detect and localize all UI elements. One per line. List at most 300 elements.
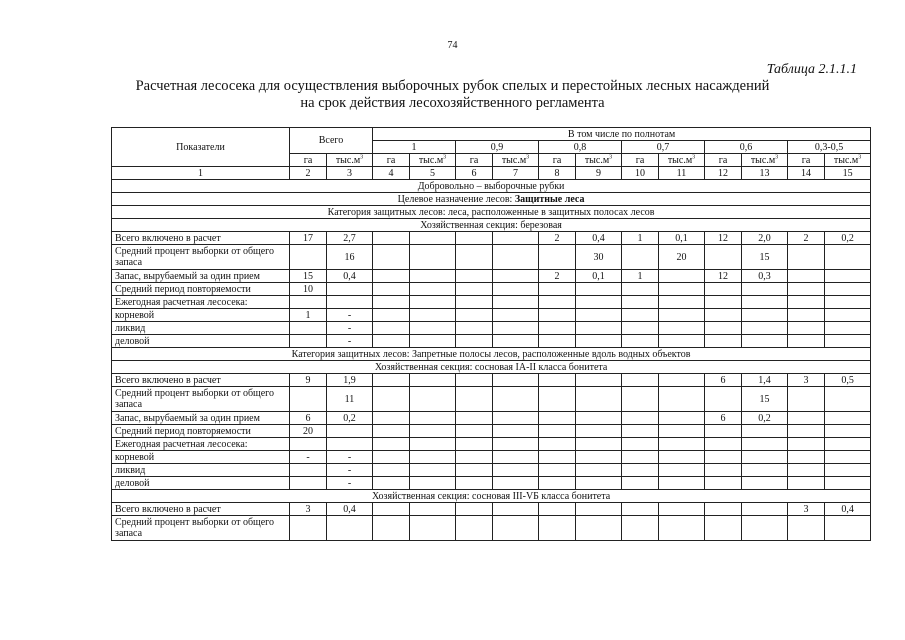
row-label: Всего включено в расчет	[112, 503, 290, 516]
table-cell	[290, 464, 327, 477]
table-cell	[373, 477, 410, 490]
table-cell	[290, 296, 327, 309]
page-title	[0, 78, 905, 112]
table-cell	[456, 335, 493, 348]
table-cell	[539, 387, 576, 412]
column-number: 5	[410, 167, 456, 180]
table-cell: -	[327, 309, 373, 322]
unit-cube: 3	[775, 154, 779, 161]
table-cell	[622, 516, 659, 541]
table-cell	[373, 374, 410, 387]
table-cell	[493, 425, 539, 438]
table-cell	[539, 438, 576, 451]
table-cell	[373, 270, 410, 283]
table-cell	[539, 425, 576, 438]
table-cell	[659, 464, 705, 477]
table-cell	[576, 425, 622, 438]
table-cell	[493, 335, 539, 348]
unit-ha: га	[290, 154, 327, 167]
table-cell	[622, 425, 659, 438]
table-cell: 3	[788, 503, 825, 516]
table-cell	[788, 309, 825, 322]
table-cell	[456, 425, 493, 438]
table-cell	[825, 283, 871, 296]
table-cell	[456, 503, 493, 516]
table-cell: 12	[705, 232, 742, 245]
table-cell	[825, 245, 871, 270]
table-cell	[539, 374, 576, 387]
table-cell	[825, 412, 871, 425]
table-cell: 15	[290, 270, 327, 283]
table-cell	[456, 232, 493, 245]
table-cell	[576, 387, 622, 412]
table-cell	[705, 245, 742, 270]
row-label: Средний период повторяемости	[112, 283, 290, 296]
table-cell	[456, 270, 493, 283]
table-cell	[825, 270, 871, 283]
table-cell	[456, 245, 493, 270]
table-cell	[659, 516, 705, 541]
column-number: 1	[112, 167, 290, 180]
table-row	[112, 438, 871, 451]
table-cell	[742, 335, 788, 348]
table-cell	[659, 438, 705, 451]
table-cell	[659, 283, 705, 296]
table-cell	[493, 283, 539, 296]
table-cell	[373, 464, 410, 477]
column-number: 14	[788, 167, 825, 180]
table-cell: 6	[705, 412, 742, 425]
table-cell	[456, 412, 493, 425]
table-cell	[373, 503, 410, 516]
table-cell	[410, 503, 456, 516]
table-cell	[327, 283, 373, 296]
table-cell: 11	[327, 387, 373, 412]
table-cell	[456, 516, 493, 541]
table-cell	[659, 451, 705, 464]
table-cell	[456, 451, 493, 464]
table-cell	[788, 516, 825, 541]
table-cell	[622, 451, 659, 464]
table-row	[112, 412, 871, 425]
table-cell: 15	[742, 387, 788, 412]
table-cell	[373, 283, 410, 296]
table-cell	[659, 322, 705, 335]
table-cell	[788, 412, 825, 425]
table-row	[112, 477, 871, 490]
table-cell: 0,2	[825, 232, 871, 245]
table-cell	[539, 412, 576, 425]
unit-ha: га	[456, 154, 493, 167]
table-cell	[327, 438, 373, 451]
unit-thous-text: тыс.м	[750, 154, 776, 166]
table-cell	[705, 425, 742, 438]
section-forest-purpose	[112, 193, 871, 206]
table-row	[112, 374, 871, 387]
table-cell: 0,5	[825, 374, 871, 387]
table-cell: 0,4	[825, 503, 871, 516]
table-cell	[290, 245, 327, 270]
column-number: 6	[456, 167, 493, 180]
table-cell: 16	[327, 245, 373, 270]
table-cell	[705, 438, 742, 451]
table-cell	[622, 412, 659, 425]
section-forest-purpose-prefix: Целевое назначение лесов:	[397, 193, 515, 205]
unit-cube: 3	[526, 154, 530, 161]
table-cell: 0,4	[576, 232, 622, 245]
table-cell: -	[327, 335, 373, 348]
unit-thous-m3	[659, 154, 705, 167]
table-cell	[705, 387, 742, 412]
unit-ha: га	[622, 154, 659, 167]
table-cell	[825, 309, 871, 322]
section-birch: Хозяйственная секция: березовая	[112, 219, 871, 232]
table-cell	[493, 464, 539, 477]
table-cell	[742, 451, 788, 464]
table-cell	[576, 296, 622, 309]
table-cell	[373, 335, 410, 348]
table-cell	[788, 335, 825, 348]
table-cell	[825, 438, 871, 451]
table-cell: 2	[539, 232, 576, 245]
table-cell	[742, 296, 788, 309]
row-label: корневой	[112, 451, 290, 464]
table-cell: 6	[705, 374, 742, 387]
unit-thous-text: тыс.м	[833, 154, 859, 166]
table-cell	[493, 412, 539, 425]
table-cell	[705, 335, 742, 348]
table-cell	[410, 412, 456, 425]
table-cell	[742, 477, 788, 490]
table-cell	[576, 477, 622, 490]
row-label: Запас, вырубаемый за один прием	[112, 412, 290, 425]
table-cell	[373, 296, 410, 309]
row-label: Средний процент выборки от общего запаса	[112, 245, 290, 270]
table-cell	[788, 464, 825, 477]
table-cell	[493, 322, 539, 335]
table-row	[112, 309, 871, 322]
table-cell	[373, 425, 410, 438]
row-label: ликвид	[112, 464, 290, 477]
table-cell	[539, 464, 576, 477]
table-cell	[659, 335, 705, 348]
table-cell	[456, 296, 493, 309]
header-indicators: Показатели	[112, 128, 290, 167]
table-cell: 3	[290, 503, 327, 516]
table-cell	[456, 477, 493, 490]
table-cell	[456, 322, 493, 335]
table-cell	[410, 451, 456, 464]
table-cell	[290, 516, 327, 541]
row-label: Ежегодная расчетная лесосека:	[112, 438, 290, 451]
unit-thous-m3	[493, 154, 539, 167]
table-cell	[705, 309, 742, 322]
row-label: Ежегодная расчетная лесосека:	[112, 296, 290, 309]
table-row	[112, 516, 871, 541]
section-forest-purpose-value: Защитные леса	[514, 193, 585, 205]
table-cell	[622, 374, 659, 387]
table-cell	[539, 335, 576, 348]
table-cell	[456, 438, 493, 451]
table-cell	[410, 270, 456, 283]
table-cell	[825, 464, 871, 477]
table-cell: 0,2	[742, 412, 788, 425]
row-label: Средний процент выборки от общего запаса	[112, 387, 290, 412]
table-row	[112, 232, 871, 245]
column-number: 13	[742, 167, 788, 180]
table-cell	[705, 477, 742, 490]
table-row	[112, 296, 871, 309]
table-cell	[576, 451, 622, 464]
table-cell	[825, 322, 871, 335]
table-cell	[576, 516, 622, 541]
table-cell	[410, 232, 456, 245]
unit-cube: 3	[443, 154, 447, 161]
table-cell	[576, 335, 622, 348]
column-number: 15	[825, 167, 871, 180]
table-row	[112, 425, 871, 438]
table-cell	[576, 503, 622, 516]
table-row	[112, 245, 871, 270]
table-cell	[410, 374, 456, 387]
table-cell	[659, 374, 705, 387]
table-cell	[493, 245, 539, 270]
unit-thous-text: тыс.м	[584, 154, 610, 166]
table-cell	[373, 438, 410, 451]
table-cell	[539, 516, 576, 541]
row-label: Средний период повторяемости	[112, 425, 290, 438]
table-cell: 0,3	[742, 270, 788, 283]
table-cell	[327, 425, 373, 438]
unit-cube: 3	[360, 154, 364, 161]
table-cell	[659, 412, 705, 425]
cut-area-table	[111, 127, 871, 541]
table-cell	[788, 387, 825, 412]
table-cell	[493, 451, 539, 464]
column-number: 9	[576, 167, 622, 180]
unit-thous-m3	[825, 154, 871, 167]
column-number: 12	[705, 167, 742, 180]
table-cell	[539, 477, 576, 490]
header-density: 0,3-0,5	[788, 141, 871, 154]
row-label: Всего включено в расчет	[112, 374, 290, 387]
table-cell: 0,2	[327, 412, 373, 425]
unit-cube: 3	[858, 154, 862, 161]
table-cell	[373, 387, 410, 412]
table-cell	[825, 296, 871, 309]
column-number: 11	[659, 167, 705, 180]
table-cell	[742, 464, 788, 477]
table-cell: 3	[788, 374, 825, 387]
table-cell: 2	[788, 232, 825, 245]
table-cell	[373, 451, 410, 464]
row-label: Запас, вырубаемый за один прием	[112, 270, 290, 283]
table-cell	[576, 464, 622, 477]
table-cell	[410, 464, 456, 477]
table-cell	[622, 283, 659, 296]
table-cell: 1	[622, 232, 659, 245]
unit-thous-m3	[742, 154, 788, 167]
table-cell	[456, 309, 493, 322]
table-cell	[788, 245, 825, 270]
table-cell	[659, 477, 705, 490]
header-including: В том числе по полнотам	[373, 128, 871, 141]
table-cell: 9	[290, 374, 327, 387]
table-cell	[373, 309, 410, 322]
table-cell	[539, 296, 576, 309]
table-cell: 2,0	[742, 232, 788, 245]
table-cell: 2	[539, 270, 576, 283]
title-line-2: на срок действия лесохозяйственного регламента	[300, 95, 605, 111]
table-cell	[576, 283, 622, 296]
table-cell	[788, 296, 825, 309]
header-density: 1	[373, 141, 456, 154]
row-label: деловой	[112, 335, 290, 348]
table-cell	[622, 503, 659, 516]
table-cell	[825, 516, 871, 541]
table-cell: 20	[659, 245, 705, 270]
table-cell	[493, 387, 539, 412]
table-cell	[705, 283, 742, 296]
table-cell	[576, 438, 622, 451]
table-cell: 20	[290, 425, 327, 438]
row-label: корневой	[112, 309, 290, 322]
section-pine-ia-ii: Хозяйственная секция: сосновая IA-II класса бонитета	[112, 361, 871, 374]
table-cell: 12	[705, 270, 742, 283]
table-cell: -	[327, 451, 373, 464]
table-cell	[539, 283, 576, 296]
unit-thous-m3	[327, 154, 373, 167]
table-cell	[622, 322, 659, 335]
table-cell	[659, 503, 705, 516]
unit-thous-text: тыс.м	[667, 154, 693, 166]
table-cell	[825, 425, 871, 438]
table-cell: 17	[290, 232, 327, 245]
table-cell	[493, 516, 539, 541]
table-cell	[622, 464, 659, 477]
table-cell	[493, 503, 539, 516]
table-cell	[539, 309, 576, 322]
section-cut-type: Добровольно – выборочные рубки	[112, 180, 871, 193]
table-cell	[788, 425, 825, 438]
unit-ha: га	[788, 154, 825, 167]
section-pine-iii-vb: Хозяйственная секция: сосновая III-VБ класса бонитета	[112, 490, 871, 503]
table-cell	[373, 412, 410, 425]
table-cell	[410, 296, 456, 309]
table-cell	[825, 477, 871, 490]
table-cell	[742, 516, 788, 541]
table-cell: 1,9	[327, 374, 373, 387]
column-number: 8	[539, 167, 576, 180]
table-cell	[327, 296, 373, 309]
table-cell: 0,4	[327, 503, 373, 516]
table-row	[112, 464, 871, 477]
table-cell	[410, 425, 456, 438]
table-cell	[493, 438, 539, 451]
table-cell	[456, 374, 493, 387]
table-cell: -	[327, 464, 373, 477]
table-cell	[493, 296, 539, 309]
table-cell	[659, 270, 705, 283]
table-cell: 6	[290, 412, 327, 425]
row-label: Средний процент выборки от общего запаса	[112, 516, 290, 541]
table-cell: 15	[742, 245, 788, 270]
table-cell: 0,4	[327, 270, 373, 283]
unit-thous-m3	[576, 154, 622, 167]
table-cell	[493, 374, 539, 387]
table-cell	[622, 477, 659, 490]
header-density: 0,7	[622, 141, 705, 154]
table-cell	[373, 245, 410, 270]
header-total: Всего	[290, 128, 373, 154]
table-cell: 0,1	[659, 232, 705, 245]
table-cell	[705, 296, 742, 309]
table-cell	[410, 477, 456, 490]
table-row	[112, 283, 871, 296]
table-cell	[493, 477, 539, 490]
table-cell	[539, 451, 576, 464]
unit-cube: 3	[692, 154, 696, 161]
table-cell	[788, 322, 825, 335]
table-cell	[410, 322, 456, 335]
table-cell	[705, 451, 742, 464]
column-number: 3	[327, 167, 373, 180]
table-cell	[705, 503, 742, 516]
unit-ha: га	[705, 154, 742, 167]
table-cell	[373, 232, 410, 245]
table-cell	[622, 309, 659, 322]
section-protective-category: Категория защитных лесов: леса, расположенные в защитных полосах лесов	[112, 206, 871, 219]
table-cell	[788, 438, 825, 451]
table-cell	[705, 464, 742, 477]
table-cell	[410, 438, 456, 451]
table-cell	[410, 387, 456, 412]
table-cell: 2,7	[327, 232, 373, 245]
table-cell	[493, 309, 539, 322]
table-cell	[327, 516, 373, 541]
unit-thous-m3	[410, 154, 456, 167]
table-cell	[622, 438, 659, 451]
table-cell	[290, 477, 327, 490]
column-number: 2	[290, 167, 327, 180]
table-cell	[788, 270, 825, 283]
row-label: ликвид	[112, 322, 290, 335]
unit-thous-text: тыс.м	[501, 154, 527, 166]
table-cell	[456, 283, 493, 296]
table-cell	[539, 322, 576, 335]
table-cell	[742, 322, 788, 335]
unit-ha: га	[539, 154, 576, 167]
table-cell: 1,4	[742, 374, 788, 387]
table-cell	[742, 283, 788, 296]
row-label: деловой	[112, 477, 290, 490]
table-cell	[493, 270, 539, 283]
table-cell	[825, 335, 871, 348]
table-cell	[659, 425, 705, 438]
table-cell	[373, 322, 410, 335]
table-cell: 0,1	[576, 270, 622, 283]
table-cell	[373, 516, 410, 541]
table-cell: -	[327, 322, 373, 335]
table-cell	[410, 309, 456, 322]
table-cell	[576, 309, 622, 322]
column-number: 7	[493, 167, 539, 180]
table-cell	[659, 309, 705, 322]
table-cell	[742, 425, 788, 438]
unit-thous-text: тыс.м	[418, 154, 444, 166]
table-cell	[290, 322, 327, 335]
table-cell: 1	[290, 309, 327, 322]
